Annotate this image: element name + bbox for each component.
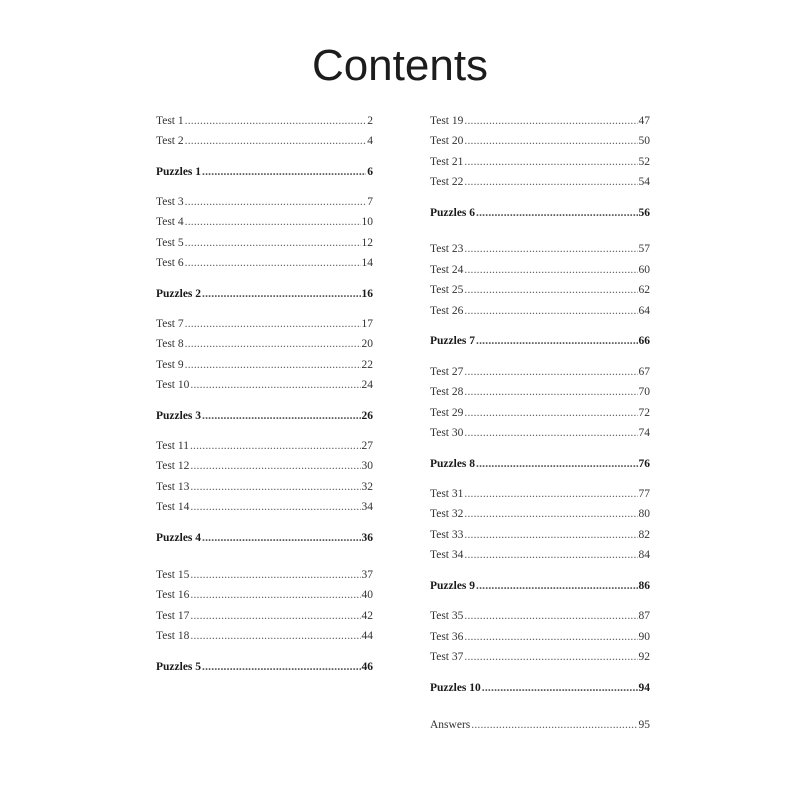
- toc-dot-leader: [464, 385, 637, 399]
- toc-page-number: 84: [638, 549, 650, 561]
- toc-dot-leader: [464, 175, 637, 189]
- toc-entry: [430, 242, 650, 256]
- toc-dot-leader: [464, 134, 637, 148]
- toc-entry-label: Test 18: [156, 630, 190, 642]
- toc-dot-leader: [464, 365, 637, 379]
- toc-dot-leader: [190, 480, 360, 494]
- toc-page-number: 54: [638, 176, 650, 188]
- toc-entry-label: Test 20: [430, 135, 464, 147]
- toc-page-number: 7: [367, 196, 373, 208]
- toc-dot-leader: [464, 609, 637, 623]
- toc-page-number: 42: [361, 610, 373, 622]
- toc-section-entry: [430, 681, 650, 695]
- toc-entry-label: Test 22: [430, 176, 464, 188]
- toc-page-number: 90: [638, 631, 650, 643]
- toc-page-number: 17: [361, 318, 373, 330]
- toc-page-number: 86: [638, 580, 650, 592]
- toc-entry-label: Test 6: [156, 257, 184, 269]
- toc-dot-leader: [190, 439, 361, 453]
- toc-entry: [430, 650, 650, 664]
- toc-entry-label: Test 25: [430, 284, 464, 296]
- toc-entry: [430, 175, 650, 189]
- toc-page-number: 40: [361, 589, 373, 601]
- toc-entry-label: Test 14: [156, 501, 190, 513]
- toc-entry: [430, 609, 650, 623]
- toc-page-number: 60: [638, 264, 650, 276]
- toc-entry: [430, 134, 650, 148]
- toc-page-number: 87: [638, 610, 650, 622]
- toc-page-number: 36: [361, 532, 373, 544]
- toc-dot-leader: [202, 409, 360, 423]
- toc-section-entry: [430, 579, 650, 593]
- toc-dot-leader: [471, 718, 637, 732]
- toc-page-number: 94: [638, 682, 650, 694]
- toc-entry-label: Test 4: [156, 216, 184, 228]
- toc-entry: [430, 155, 650, 169]
- toc-page-number: 27: [361, 440, 373, 452]
- toc-section-entry: [156, 165, 373, 179]
- toc-section-entry: [430, 334, 650, 348]
- toc-entry: [156, 134, 373, 148]
- toc-page-number: 64: [638, 305, 650, 317]
- toc-entry-label: Test 17: [156, 610, 190, 622]
- toc-entry: [430, 487, 650, 501]
- toc-entry-label: Test 13: [156, 481, 190, 493]
- toc-page-number: 20: [361, 338, 373, 350]
- toc-section-entry: [156, 287, 373, 301]
- toc-page-number: 47: [638, 115, 650, 127]
- toc-entry-label: Test 5: [156, 237, 184, 249]
- toc-dot-leader: [185, 358, 361, 372]
- toc-section-entry: [430, 457, 650, 471]
- toc-page-number: 70: [638, 386, 650, 398]
- toc-entry: [156, 609, 373, 623]
- toc-entry-label: Puzzles 5: [156, 661, 202, 673]
- toc-entry-label: Test 26: [430, 305, 464, 317]
- toc-page-number: 57: [638, 243, 650, 255]
- toc-dot-leader: [202, 287, 360, 301]
- toc-entry-label: Puzzles 10: [430, 682, 481, 694]
- toc-entry: [156, 588, 373, 602]
- toc-entry: [156, 439, 373, 453]
- toc-entry-label: Test 10: [156, 379, 190, 391]
- toc-entry-label: Test 35: [430, 610, 464, 622]
- toc-page-number: 67: [638, 366, 650, 378]
- toc-page-number: 4: [367, 135, 373, 147]
- toc-entry: [430, 283, 650, 297]
- toc-dot-leader: [190, 500, 360, 514]
- toc-entry: [156, 256, 373, 270]
- toc-page-number: 34: [361, 501, 373, 513]
- toc-entry-label: Test 12: [156, 460, 190, 472]
- toc-entry: [430, 507, 650, 521]
- toc-page-number: 24: [361, 379, 373, 391]
- toc-entry-label: Test 30: [430, 427, 464, 439]
- toc-entry: [430, 548, 650, 562]
- toc-entry: [430, 718, 650, 732]
- toc-dot-leader: [476, 579, 637, 593]
- toc-page-number: 10: [361, 216, 373, 228]
- toc-entry-label: Puzzles 7: [430, 335, 476, 347]
- toc-page-number: 76: [638, 458, 650, 470]
- toc-dot-leader: [464, 155, 637, 169]
- toc-entry-label: Answers: [430, 719, 471, 731]
- toc-dot-leader: [464, 487, 637, 501]
- toc-entry: [156, 317, 373, 331]
- page-title: Contents: [311, 41, 489, 90]
- toc-dot-leader: [202, 165, 366, 179]
- toc-dot-leader: [464, 114, 637, 128]
- toc-entry-label: Test 2: [156, 135, 184, 147]
- toc-dot-leader: [464, 426, 637, 440]
- toc-dot-leader: [476, 334, 637, 348]
- toc-dot-leader: [190, 629, 360, 643]
- toc-page-number: 37: [361, 569, 373, 581]
- toc-entry: [156, 459, 373, 473]
- toc-dot-leader: [464, 242, 637, 256]
- toc-entry: [156, 500, 373, 514]
- toc-dot-leader: [476, 206, 637, 220]
- toc-entry-label: Puzzles 4: [156, 532, 202, 544]
- toc-dot-leader: [185, 114, 367, 128]
- toc-dot-leader: [464, 507, 637, 521]
- toc-entry-label: Test 37: [430, 651, 464, 663]
- toc-entry-label: Test 16: [156, 589, 190, 601]
- toc-page-number: 14: [361, 257, 373, 269]
- toc-entry: [156, 480, 373, 494]
- toc-entry: [430, 365, 650, 379]
- toc-page-number: 32: [361, 481, 373, 493]
- toc-dot-leader: [190, 568, 360, 582]
- toc-entry-label: Puzzles 1: [156, 166, 202, 178]
- toc-page-number: 6: [367, 166, 373, 178]
- toc-page-number: 52: [638, 156, 650, 168]
- toc-page-number: 12: [361, 237, 373, 249]
- toc-dot-leader: [202, 531, 360, 545]
- toc-dot-leader: [464, 406, 637, 420]
- toc-page-number: 26: [361, 410, 373, 422]
- toc-dot-leader: [185, 134, 367, 148]
- toc-section-entry: [156, 660, 373, 674]
- toc-entry-label: Test 31: [430, 488, 464, 500]
- toc-dot-leader: [190, 609, 360, 623]
- toc-entry-label: Test 11: [156, 440, 189, 452]
- toc-entry: [430, 630, 650, 644]
- toc-page-number: 2: [367, 115, 373, 127]
- toc-page-number: 72: [638, 407, 650, 419]
- toc-dot-leader: [185, 215, 361, 229]
- toc-dot-leader: [476, 457, 637, 471]
- toc-entry-label: Puzzles 3: [156, 410, 202, 422]
- toc-entry: [156, 337, 373, 351]
- toc-entry-label: Test 7: [156, 318, 184, 330]
- toc-entry: [430, 263, 650, 277]
- toc-page-number: 95: [638, 719, 650, 731]
- toc-page-number: 77: [638, 488, 650, 500]
- toc-entry-label: Test 28: [430, 386, 464, 398]
- toc-entry-label: Test 36: [430, 631, 464, 643]
- toc-dot-leader: [185, 236, 361, 250]
- toc-entry-label: Test 3: [156, 196, 184, 208]
- toc-entry: [430, 426, 650, 440]
- toc-entry-label: Test 32: [430, 508, 464, 520]
- toc-dot-leader: [482, 681, 638, 695]
- toc-entry: [430, 385, 650, 399]
- toc-entry-label: Test 9: [156, 359, 184, 371]
- toc-page-number: 66: [638, 335, 650, 347]
- toc-entry: [156, 378, 373, 392]
- toc-entry-label: Test 21: [430, 156, 464, 168]
- toc-entry-label: Test 24: [430, 264, 464, 276]
- toc-page-number: 62: [638, 284, 650, 296]
- toc-entry-label: Puzzles 9: [430, 580, 476, 592]
- toc-dot-leader: [202, 660, 360, 674]
- toc-entry: [156, 629, 373, 643]
- toc-dot-leader: [464, 548, 637, 562]
- toc-page-number: 44: [361, 630, 373, 642]
- toc-entry: [156, 114, 373, 128]
- toc-entry: [156, 236, 373, 250]
- toc-entry-label: Test 23: [430, 243, 464, 255]
- toc-entry: [430, 304, 650, 318]
- toc-entry-label: Puzzles 2: [156, 288, 202, 300]
- toc-page-number: 82: [638, 529, 650, 541]
- toc-entry-label: Test 1: [156, 115, 184, 127]
- toc-section-entry: [156, 531, 373, 545]
- toc-dot-leader: [464, 528, 637, 542]
- toc-entry: [430, 528, 650, 542]
- toc-entry: [156, 568, 373, 582]
- toc-section-entry: [430, 206, 650, 220]
- toc-dot-leader: [464, 263, 637, 277]
- toc-entry-label: Test 33: [430, 529, 464, 541]
- toc-dot-leader: [464, 650, 637, 664]
- toc-entry: [430, 114, 650, 128]
- toc-section-entry: [156, 409, 373, 423]
- toc-page-number: 92: [638, 651, 650, 663]
- toc-dot-leader: [185, 256, 361, 270]
- toc-page-number: 16: [361, 288, 373, 300]
- toc-page-number: 46: [361, 661, 373, 673]
- toc-entry-label: Puzzles 8: [430, 458, 476, 470]
- toc-page-number: 50: [638, 135, 650, 147]
- toc-dot-leader: [464, 304, 637, 318]
- toc-dot-leader: [190, 588, 360, 602]
- toc-entry-label: Test 29: [430, 407, 464, 419]
- toc-entry: [156, 358, 373, 372]
- toc-entry: [156, 195, 373, 209]
- toc-dot-leader: [190, 378, 360, 392]
- toc-page-number: 56: [638, 207, 650, 219]
- toc-entry-label: Test 8: [156, 338, 184, 350]
- toc-page-number: 80: [638, 508, 650, 520]
- toc-entry-label: Test 15: [156, 569, 190, 581]
- toc-entry-label: Test 19: [430, 115, 464, 127]
- toc-page-number: 74: [638, 427, 650, 439]
- toc-dot-leader: [464, 283, 637, 297]
- toc-entry: [156, 215, 373, 229]
- toc-dot-leader: [464, 630, 637, 644]
- toc-dot-leader: [185, 195, 367, 209]
- toc-dot-leader: [185, 337, 361, 351]
- toc-dot-leader: [185, 317, 361, 331]
- toc-entry: [430, 406, 650, 420]
- toc-page-number: 22: [361, 359, 373, 371]
- toc-page-number: 30: [361, 460, 373, 472]
- toc-entry-label: Test 27: [430, 366, 464, 378]
- toc-entry-label: Puzzles 6: [430, 207, 476, 219]
- toc-entry-label: Test 34: [430, 549, 464, 561]
- toc-dot-leader: [190, 459, 360, 473]
